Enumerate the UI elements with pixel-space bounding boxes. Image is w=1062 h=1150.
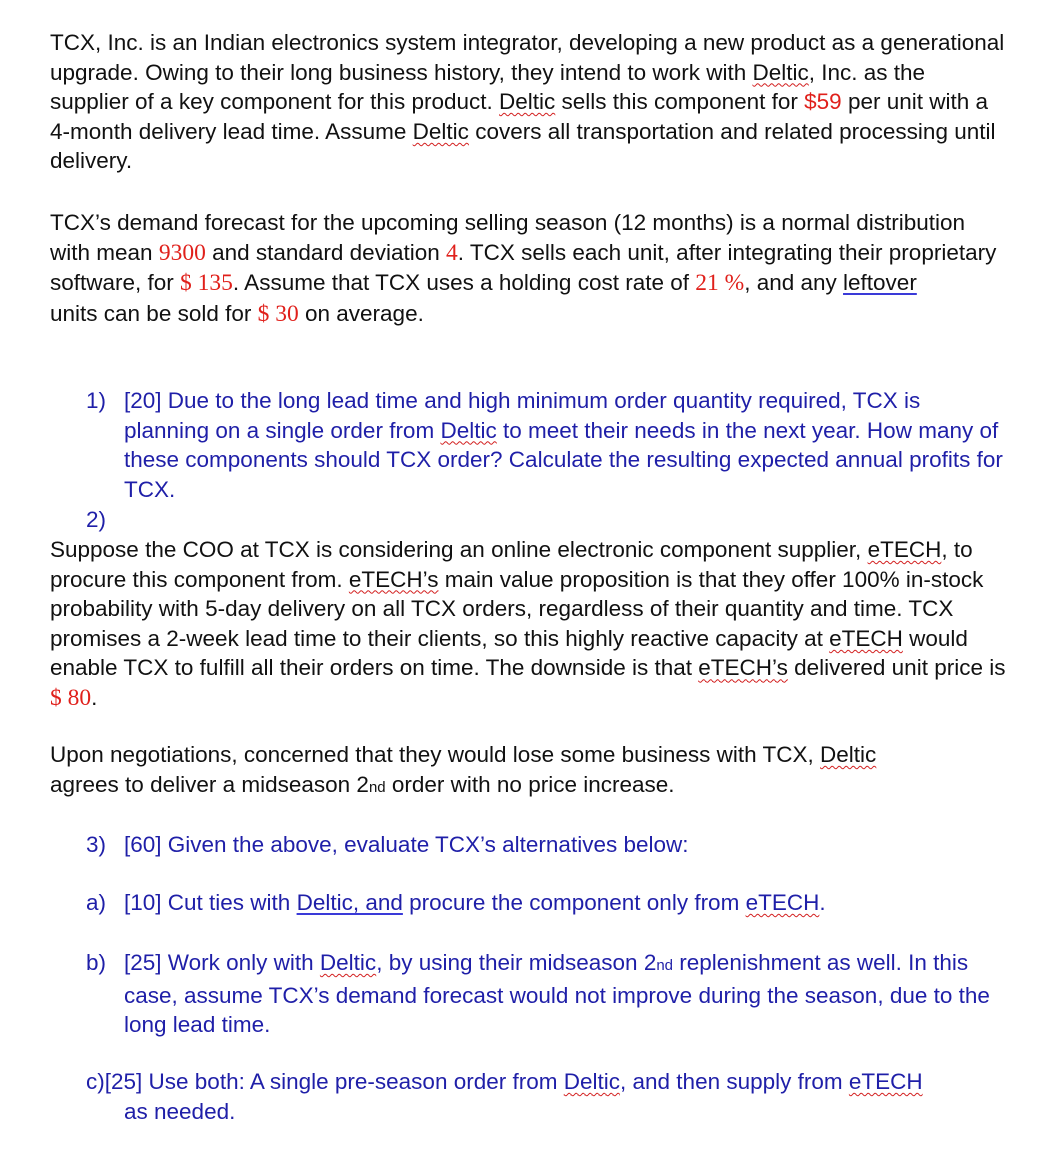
sell-price: $ 135 [180,270,233,297]
question-3b-number: b) [86,950,107,975]
etech-term: eTECH [829,625,903,651]
etech-term: eTECH’s [698,655,788,681]
question-3c: c)[25] Use both: A single pre-season order from Deltic, and then supply from eTECH as needed. [86,1069,923,1124]
salvage-value: $ 30 [257,300,299,327]
etech-term: eTECH [745,890,820,915]
holding-rate: 21 % [695,270,745,297]
question-3b: b) [25] Work only with Deltic, by using their midseason 2nd replenishment as well. In this case, assume TCX’s demand forecast would not improve during the season, due to the long lead time. [86,950,990,1038]
deltic-term: Deltic [440,417,497,443]
question-1: 1) [20] Due to the long lead time and high minimum order quantity required, TCX is planning on a single order from Deltic to meet their needs in the next year. How many of these components should TCX order? Calculate the resulting expected annual profits for TCX. [86,388,1003,502]
demand-sd: 4 [446,239,458,266]
etech-term: eTECH’s [348,566,439,592]
etech-term: eTECH [867,537,942,562]
deltic-term: Deltic, and [296,890,403,915]
etech-price: $ 80 [50,684,92,711]
question-2-number: 2) [86,507,107,532]
question-3a-number: a) [86,890,107,915]
deltic-term: Deltic [499,89,556,115]
deltic-term: Deltic [319,950,377,975]
deltic-term: Deltic [752,59,809,85]
question-2-text: Suppose the COO at TCX is considering an online electronic component supplier, eTECH, to procure this component from. eTECH’s main value proposition is that they offer 100% in-stock probability with 5-day delivery on all TCX orders, regardless of their quantity and time. TCX promises a 2-week lead time to their clients, so this highly reactive capacity at eTECH would enable TCX to fulfill all their orders on time. The downside is that eTECH’s delivered unit price is $ 80. [50,537,1006,711]
question-3: 3) [60] Given the above, evaluate TCX’s alternatives below: [50,830,1010,860]
question-1-number: 1) [86,388,107,413]
demand-mean: 9300 [158,239,206,266]
negotiation-paragraph: Upon negotiations, concerned that they would lose some business with TCX, Deltic agrees to deliver a midseason 2nd order with no price increase. [50,742,877,797]
forecast-paragraph: TCX’s demand forecast for the upcoming selling season (12 months) is a normal distribution with mean 9300 and standard deviation 4. TCX sells each unit, after integrating their proprietary software, for $ 135. Assume that TCX uses a holding cost rate of 21 %, and any leftover units can be sold for $ 30 on average. [50,210,997,327]
deltic-term: Deltic [820,742,877,767]
intro-paragraph: TCX, Inc. is an Indian electronics system integrator, developing a new product as a generational upgrade. Owing to their long business history, they intend to work with Deltic, Inc. as the supplier of a key component for this product. Deltic sells this component for $59 per unit with a 4-month delivery lead time. Assume Deltic covers all transportation and related processing until delivery. [50,30,1005,174]
component-price: $59 [804,89,842,115]
question-3a: a) [10] Cut ties with Deltic, and procure the component only from eTECH. [50,888,1010,918]
deltic-term: Deltic [412,118,469,144]
deltic-term: Deltic [563,1069,621,1094]
leftover-term: leftover [843,270,917,296]
question-3-number: 3) [86,832,107,857]
etech-term: eTECH [848,1069,923,1094]
